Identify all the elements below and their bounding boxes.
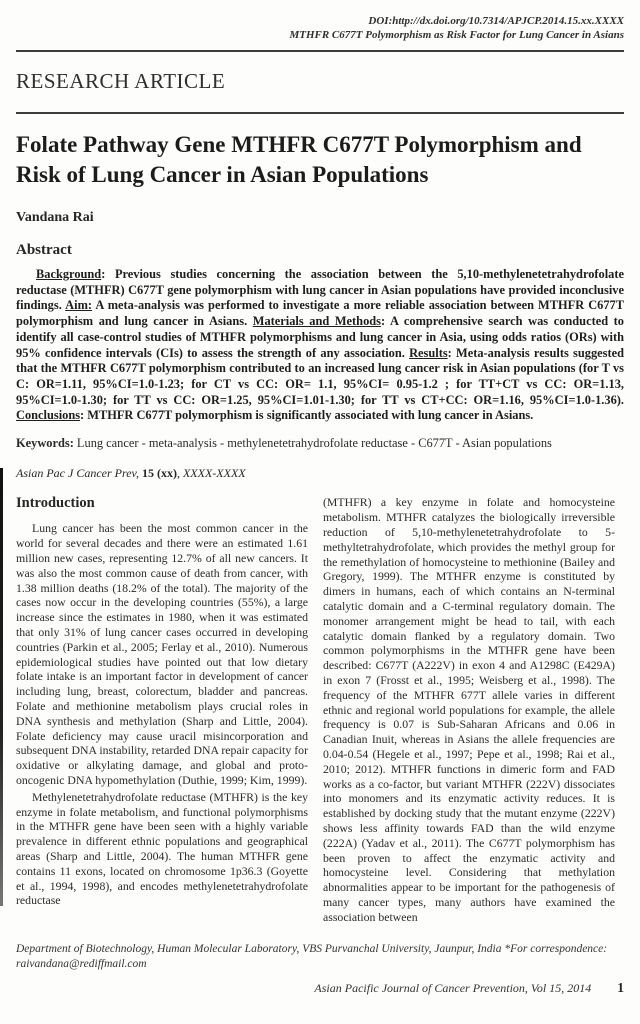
abstract-label-conclusions: Conclusions xyxy=(16,408,81,423)
citation-line xyxy=(16,466,624,481)
intro-paragraph-1: Lung cancer has been the most common cancer in the world for several decades and there were an estimated 1.61 million new cases, representing 12.7% of all new cancers. It was also the most common cause of death from cancer, with 1.38 million deaths (18.2% of the total). The majority of the cases now occur in the developing countries (55%), a large increase since the estimates in 1980, when it was estimated that only 31% of lung cancer cases occurred in developing countries (Parkin et al., 2005; Ferlay et al., 2010). Numerous epidemiological studies have pointed out that low dietary folate intake is an important factor in development of cancer including lung, breast, colorectum, bladder and pancreas. Folate and methionine metabolism plays crucial roles in DNA synthesis and methylation (Sharp and Little, 2004). Folate deficiency may cause uracil misincorporation and subsequent DNA instability, retarded DNA repair capacity for oxidative or alkylating damage, and global and proto-oncogenic DNA hypomethylation (Duthie, 1999; Kim, 1999). xyxy=(16,521,308,787)
abstract-label-background: Background xyxy=(36,267,102,281)
abstract-label-methods: Materials and Methods xyxy=(252,314,381,329)
author-name: Vandana Rai xyxy=(16,210,94,225)
abstract-heading: Abstract xyxy=(16,242,72,258)
keywords-label: Keywords: xyxy=(16,436,74,451)
keywords-text: Lung cancer - meta-analysis - methylenetetrahydrofolate reductase - C677T - Asian populations xyxy=(73,436,552,451)
citation-journal: Asian Pac J Cancer Prev, xyxy=(16,466,142,481)
abstract-paragraph xyxy=(16,267,624,424)
footer-journal-line: Asian Pacific Journal of Cancer Prevention, Vol 15, 2014 xyxy=(314,981,592,995)
scan-edge-artifact xyxy=(0,468,3,906)
abstract-label-aim: Aim: xyxy=(65,298,93,313)
running-title: MTHFR C677T Polymorphism as Risk Factor for Lung Cancer in Asians xyxy=(289,29,624,41)
abstract-text-results: : Meta-analysis results suggested that the MTHFR C677T polymorphism contributed to an increased lung cancer risk in Asian populations (for T vs C: OR=1.11, 95%CI=1.0-1.23; for CT vs CC: OR= 1.1, 95%CI= 0.95-1.2 ; for TT+CT vs CC: OR=1.13, 95%CI=1.0-1.30; for TT vs CC: OR=1.25, 95%CI=1.01-1.30; for TT vs CT+CC: OR=1.16, 95%CI=1.0-1.36). xyxy=(16,345,624,407)
left-column xyxy=(16,495,308,947)
abstract-text-background: : Previous studies concerning the association between the 5,10-methylenetetrahydrofolate reductase (MTHFR) C677T gene polymorphism with lung cancer in Asian populations have provided inconclusive findings. xyxy=(16,267,624,313)
right-column xyxy=(323,495,615,947)
abstract-text-aim: A meta-analysis was performed to investigate a more reliable association between MTHFR C677T polymorphism and lung cancer in Asians. xyxy=(16,298,624,329)
top-divider xyxy=(16,50,624,52)
abstract-text-conclusions: : MTHFR C677T polymorphism is significantly associated with lung cancer in Asians. xyxy=(80,408,534,423)
intro-paragraph-3: (MTHFR) a key enzyme in folate and homocysteine metabolism. MTHFR catalyzes the biologically irreversible reduction of 5,10-methylenetetrahydrofolate to 5-methyltetrahydrofolate, which provides the methyl group for the remethylation of homocysteine to methionine (Bailey and Gregory, 1999). The MTHFR enzyme is constituted by dimers in humans, each of which contains an N-terminal catalytic domain and a C-terminal regulatory domain. The monomer arrangement might be head to tail, with each catalytic domain flanked by a regulatory domain. Two common polymorphisms in the MTHFR gene have been described: C677T (A222V) in exon 4 and A1298C (E429A) in exon 7 (Frosst et al., 1995; Weisberg et al., 1998). The frequency of the MTHFR 677T allele varies in different ethnic and regional world populations for example, the allele frequency is 0.07 is Sub-Saharan Africans and 0.06 in Canadian Inuit, whereas in Asians the allele frequencies are 0.04-0.54 (Hegele et al., 1997; Pepe et al., 1998; Rai et al., 2010; 2012). MTHFR functions in dimeric form and FAD works as a co-factor, but variant MTHFR (222V) dissociates into monomers and its enzymatic activity reduces. It is established by docking study that the mutant enzyme (222V) shows less affinity towards FAD than the wild enzyme (222A) (Yadav et al., 2011). The C677T polymorphism has been proven to affect the enzymatic activity and homocysteine level. Considering that methylation abnormalities appear to be important for the pathogenesis of many cancer types, many authors have examined the association between xyxy=(323,495,615,924)
citation-pages: , XXXX-XXXX xyxy=(176,466,246,481)
correspondence-footnote: Department of Biotechnology, Human Molecular Laboratory, VBS Purvanchal University, Jaunpur, India *For correspondence: raivandana@rediffmail.com xyxy=(16,943,608,970)
page-number: 1 xyxy=(617,980,624,995)
abstract-text-methods: : A comprehensive search was conducted to identify all case-control studies of MTHFR polymorphisms and lung cancer in Asia, using odds ratios (ORs) with 95% confidence intervals (CIs) to assess the strength of any association. xyxy=(16,314,625,360)
title-divider xyxy=(16,112,624,114)
introduction-heading: Introduction xyxy=(16,495,95,512)
page-footer xyxy=(314,980,624,996)
doi-line: DOI:http://dx.doi.org/10.7314/APJCP.2014.15.xx.XXXX xyxy=(368,15,624,27)
keywords-line xyxy=(16,436,624,451)
citation-volume: 15 (xx) xyxy=(141,466,177,481)
page-title: Folate Pathway Gene MTHFR C677T Polymorphism and Risk of Lung Cancer in Asian Populations xyxy=(16,132,582,187)
abstract-label-results: Results xyxy=(409,345,448,360)
two-column-body xyxy=(16,495,624,947)
article-type-heading: RESEARCH ARTICLE xyxy=(16,69,226,93)
intro-paragraph-2: Methylenetetrahydrofolate reductase (MTHFR) is the key enzyme in folate metabolism, and functional polymorphisms in the MTHFR gene have been seen with a highly variable prevalence in different ethnic populations and geographical areas (Sharp and Little, 2004). The human MTHFR gene contains 11 exons, located on chromosome 1p36.3 (Goyette et al., 1994, 1998), and encodes methylenetetrahydrofolate reductase xyxy=(16,789,308,908)
